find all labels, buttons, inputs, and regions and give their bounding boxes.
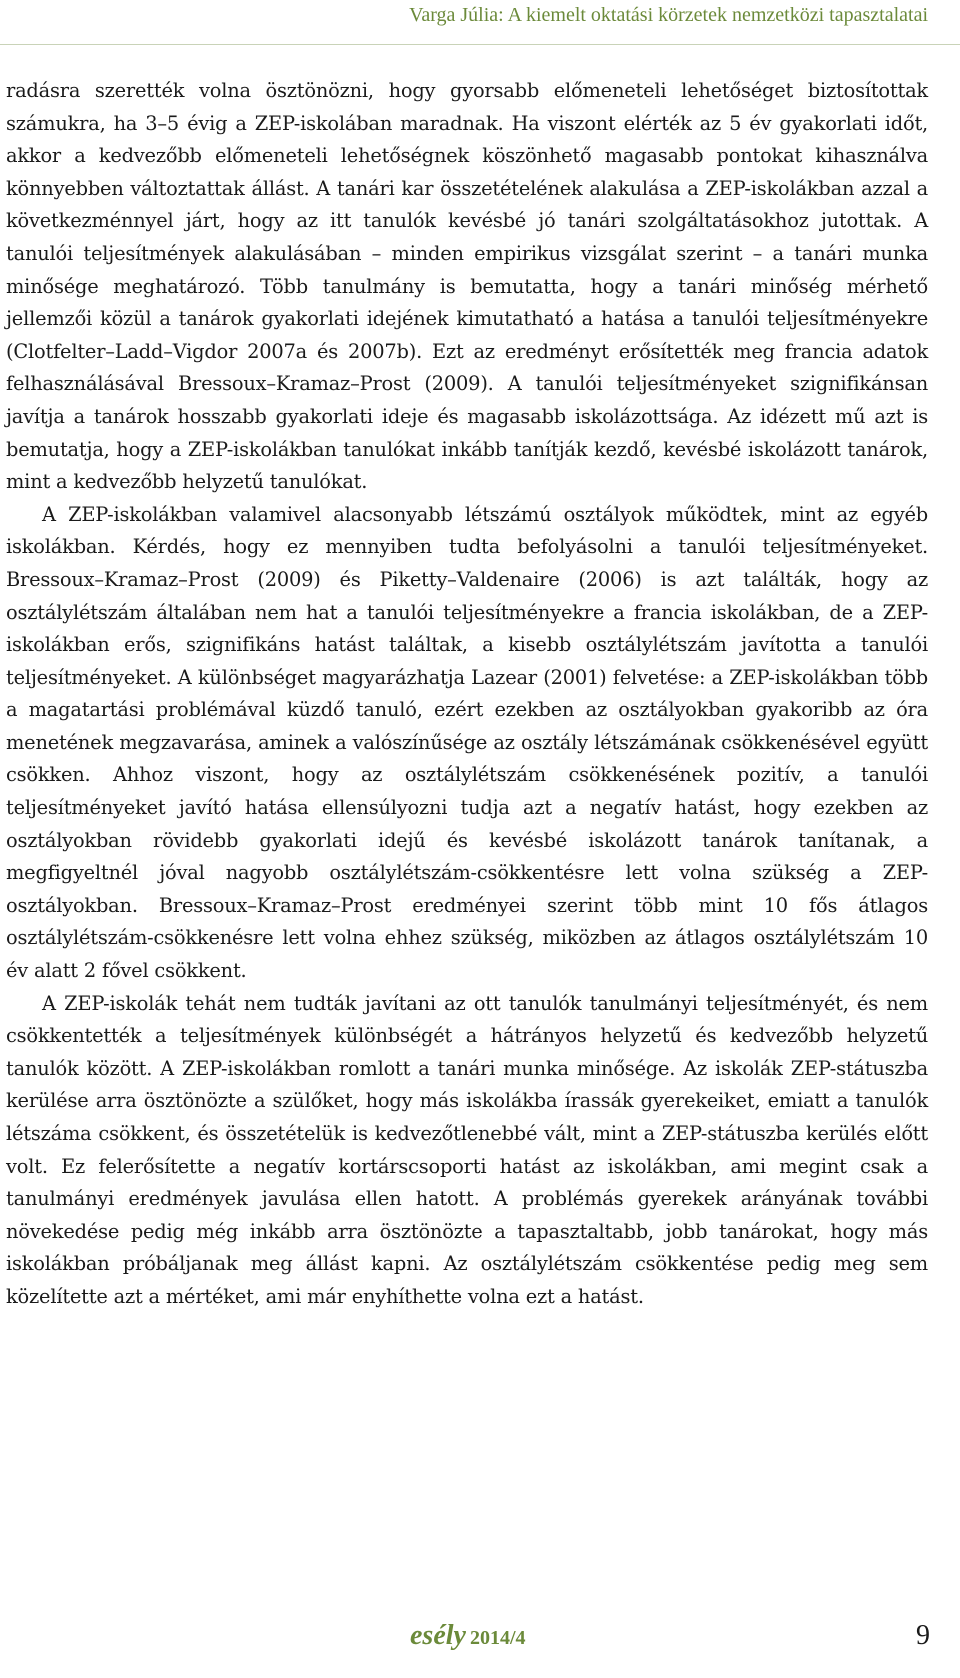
- article-body: [6, 75, 928, 1314]
- paragraph-3: A ZEP-iskolák tehát nem tudták javítani az ott tanulók tanulmányi teljesítményét, és nem csökkentették a teljesítmények különbségét a hátrányos helyzetű és kedvezőbb helyzetű tanulók között. A ZEP-iskolákban romlott a tanári munka minősége. Az iskolák ZEP-státuszba kerülése arra ösztönözte a szülőket, hogy más iskolákba írassák gyerekeiket, emiatt a tanulók létszáma csökkent, és összetételük is kedvezőtlenebbé vált, mint a ZEP-státuszba kerülés előtt volt. Ez felerősítette a negatív kortárscsoporti hatást az iskolákban, ami megint csak a tanulmányi eredmények javulása ellen hatott. A problémás gyerekek arányának további növekedése pedig még inkább arra ösztönözte a tapasztaltabb, jobb tanárokat, hogy más iskolákban próbáljanak meg állást kapni. Az osztálylétszám csökkentése pedig meg sem közelítette azt a mértéket, ami már enyhíthette volna ezt a hatást.: [6, 991, 928, 1308]
- header-divider: [0, 44, 960, 45]
- running-head: Varga Júlia: A kiemelt oktatási körzetek nemzetközi tapasztalatai: [409, 4, 928, 26]
- journal-issue: 2014/4: [469, 1627, 526, 1649]
- journal-title: esély: [410, 1620, 466, 1651]
- paragraph-2: A ZEP-iskolákban valamivel alacsonyabb létszámú osztályok működtek, mint az egyéb iskolákban. Kérdés, hogy ez mennyiben tudta befolyásolni a tanulói teljesítményeket. Bressoux–Kramaz–Prost (2009) és Piketty–Valdenaire (2006) is azt találták, hogy az osztálylétszám általában nem hat a tanulói teljesítményekre a francia iskolákban, de a ZEP-iskolákban erős, szignifikáns hatást találtak, a kisebb osztálylétszám javította a tanulói teljesítményeket. A különbséget magyarázhatja Lazear (2001) felvetése: a ZEP-iskolákban több a magatartási problémával küzdő tanuló, ezért ezekben az osztályokban gyakoribb az óra menetének megzavarása, aminek a valószínűsége az osztály létszámának csökkenésével együtt csökken. Ahhoz viszont, hogy az osztálylétszám csökkenésének pozitív, a tanulói teljesítményeket javító hatása ellensúlyozni tudja azt a negatív hatást, hogy ezekben az osztályokban rövidebb gyakorlati idejű és kevésbé iskolázott tanárok tanítanak, a megfigyeltnél jóval nagyobb osztálylétszám-csökkentésre lett volna szükség a ZEP-osztályokban. Bressoux–Kramaz–Prost eredményei szerint több mint 10 fős átlagos osztálylétszám-csökkenésre lett volna ehhez szükség, miközben az átlagos osztálylétszám 10 év alatt 2 fővel csökkent.: [6, 502, 928, 983]
- journal-name: [410, 1620, 526, 1652]
- paragraph-1: radásra szerették volna ösztönözni, hogy gyorsabb előmeneteli lehetőséget biztosítottak számukra, ha 3–5 évig a ZEP-iskolában maradnak. Ha viszont elérték az 5 év gyakorlati időt, akkor a kedvezőbb előmeneteli lehetőségnek köszönhető magasabb pontokat kihasználva könnyebben változtattak állást. A tanári kar összetételének alakulása a ZEP-iskolákban azzal a következménnyel járt, hogy az itt tanulók kevésbé jó tanári szolgáltatásokhoz jutottak. A tanulói teljesítmények alakulásában – minden empirikus vizsgálat szerint – a tanári munka minősége meghatározó. Több tanulmány is bemutatta, hogy a tanári minőség mérhető jellemzői közül a tanárok gyakorlati idejének kimutatható a hatása a tanulói teljesítményekre (Clotfelter–Ladd–Vigdor 2007a és 2007b). Ezt az eredményt erősítették meg francia adatok felhasználásával Bressoux–Kramaz–Prost (2009). A tanulói teljesítményeket szignifikánsan javítja a tanárok hosszabb gyakorlati ideje és magasabb iskolázottsága. Az idézett mű azt is bemutatja, hogy a ZEP-iskolákban tanulókat inkább tanítják kezdő, kevésbé iskolázott tanárok, mint a kedvezőbb helyzetű tanulókat.: [6, 79, 928, 494]
- page-footer: [0, 1620, 960, 1660]
- page-number: 9: [916, 1620, 930, 1651]
